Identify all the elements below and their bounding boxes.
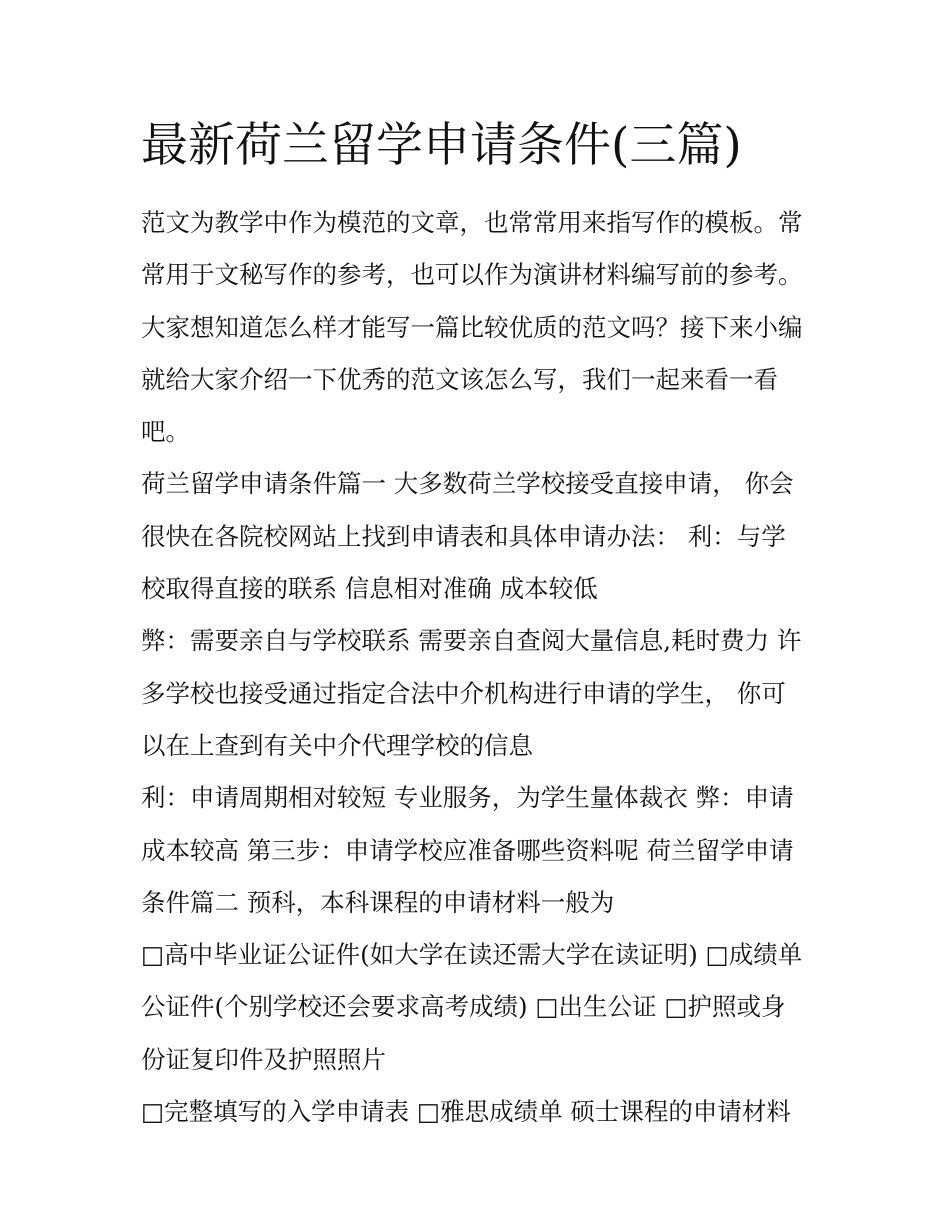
body-line: 弊：需要亲自与学校联系 需要亲自查阅大量信息,耗时费力 许	[141, 626, 802, 656]
body-line: 公证件(个别学校还会要求高考成绩) □出生公证 □护照或身	[141, 992, 786, 1022]
body-line: 常用于文秘写作的参考，也可以作为演讲材料编写前的参考。	[141, 260, 803, 290]
body-line: 多学校也接受通过指定合法中介机构进行申请的学生， 你可	[141, 678, 786, 708]
body-line: 以在上查到有关中介代理学校的信息	[141, 730, 533, 760]
body-line: □完整填写的入学申请表 □雅思成绩单 硕士课程的申请材料	[141, 1097, 791, 1127]
body-line: □高中毕业证公证件(如大学在读还需大学在读证明) □成绩单	[141, 940, 803, 970]
body-line: 利：申请周期相对较短 专业服务，为学生量体裁衣 弊：申请	[141, 783, 794, 813]
body-line: 大家想知道怎么样才能写一篇比较优质的范文吗？接下来小编	[141, 312, 803, 342]
body-line: 份证复印件及护照照片	[141, 1044, 386, 1074]
body-line: 条件篇二 预科，本科课程的申请材料一般为	[141, 887, 615, 917]
body-line: 范文为教学中作为模范的文章，也常常用来指写作的模板。常	[141, 208, 803, 237]
document-body	[141, 197, 811, 1138]
body-line: 就给大家介绍一下优秀的范文该怎么写，我们一起来看一看	[141, 364, 778, 394]
body-line: 吧。	[141, 417, 190, 447]
body-line: 很快在各院校网站上找到申请表和具体申请办法： 利：与学	[141, 521, 786, 551]
document-title: 最新荷兰留学申请条件(三篇)	[141, 118, 742, 173]
body-line: 成本较高 第三步：申请学校应准备哪些资料呢 荷兰留学申请	[141, 835, 794, 865]
body-line: 荷兰留学申请条件篇一 大多数荷兰学校接受直接申请， 你会	[141, 469, 794, 499]
body-line: 校取得直接的联系 信息相对准确 成本较低	[141, 574, 598, 604]
